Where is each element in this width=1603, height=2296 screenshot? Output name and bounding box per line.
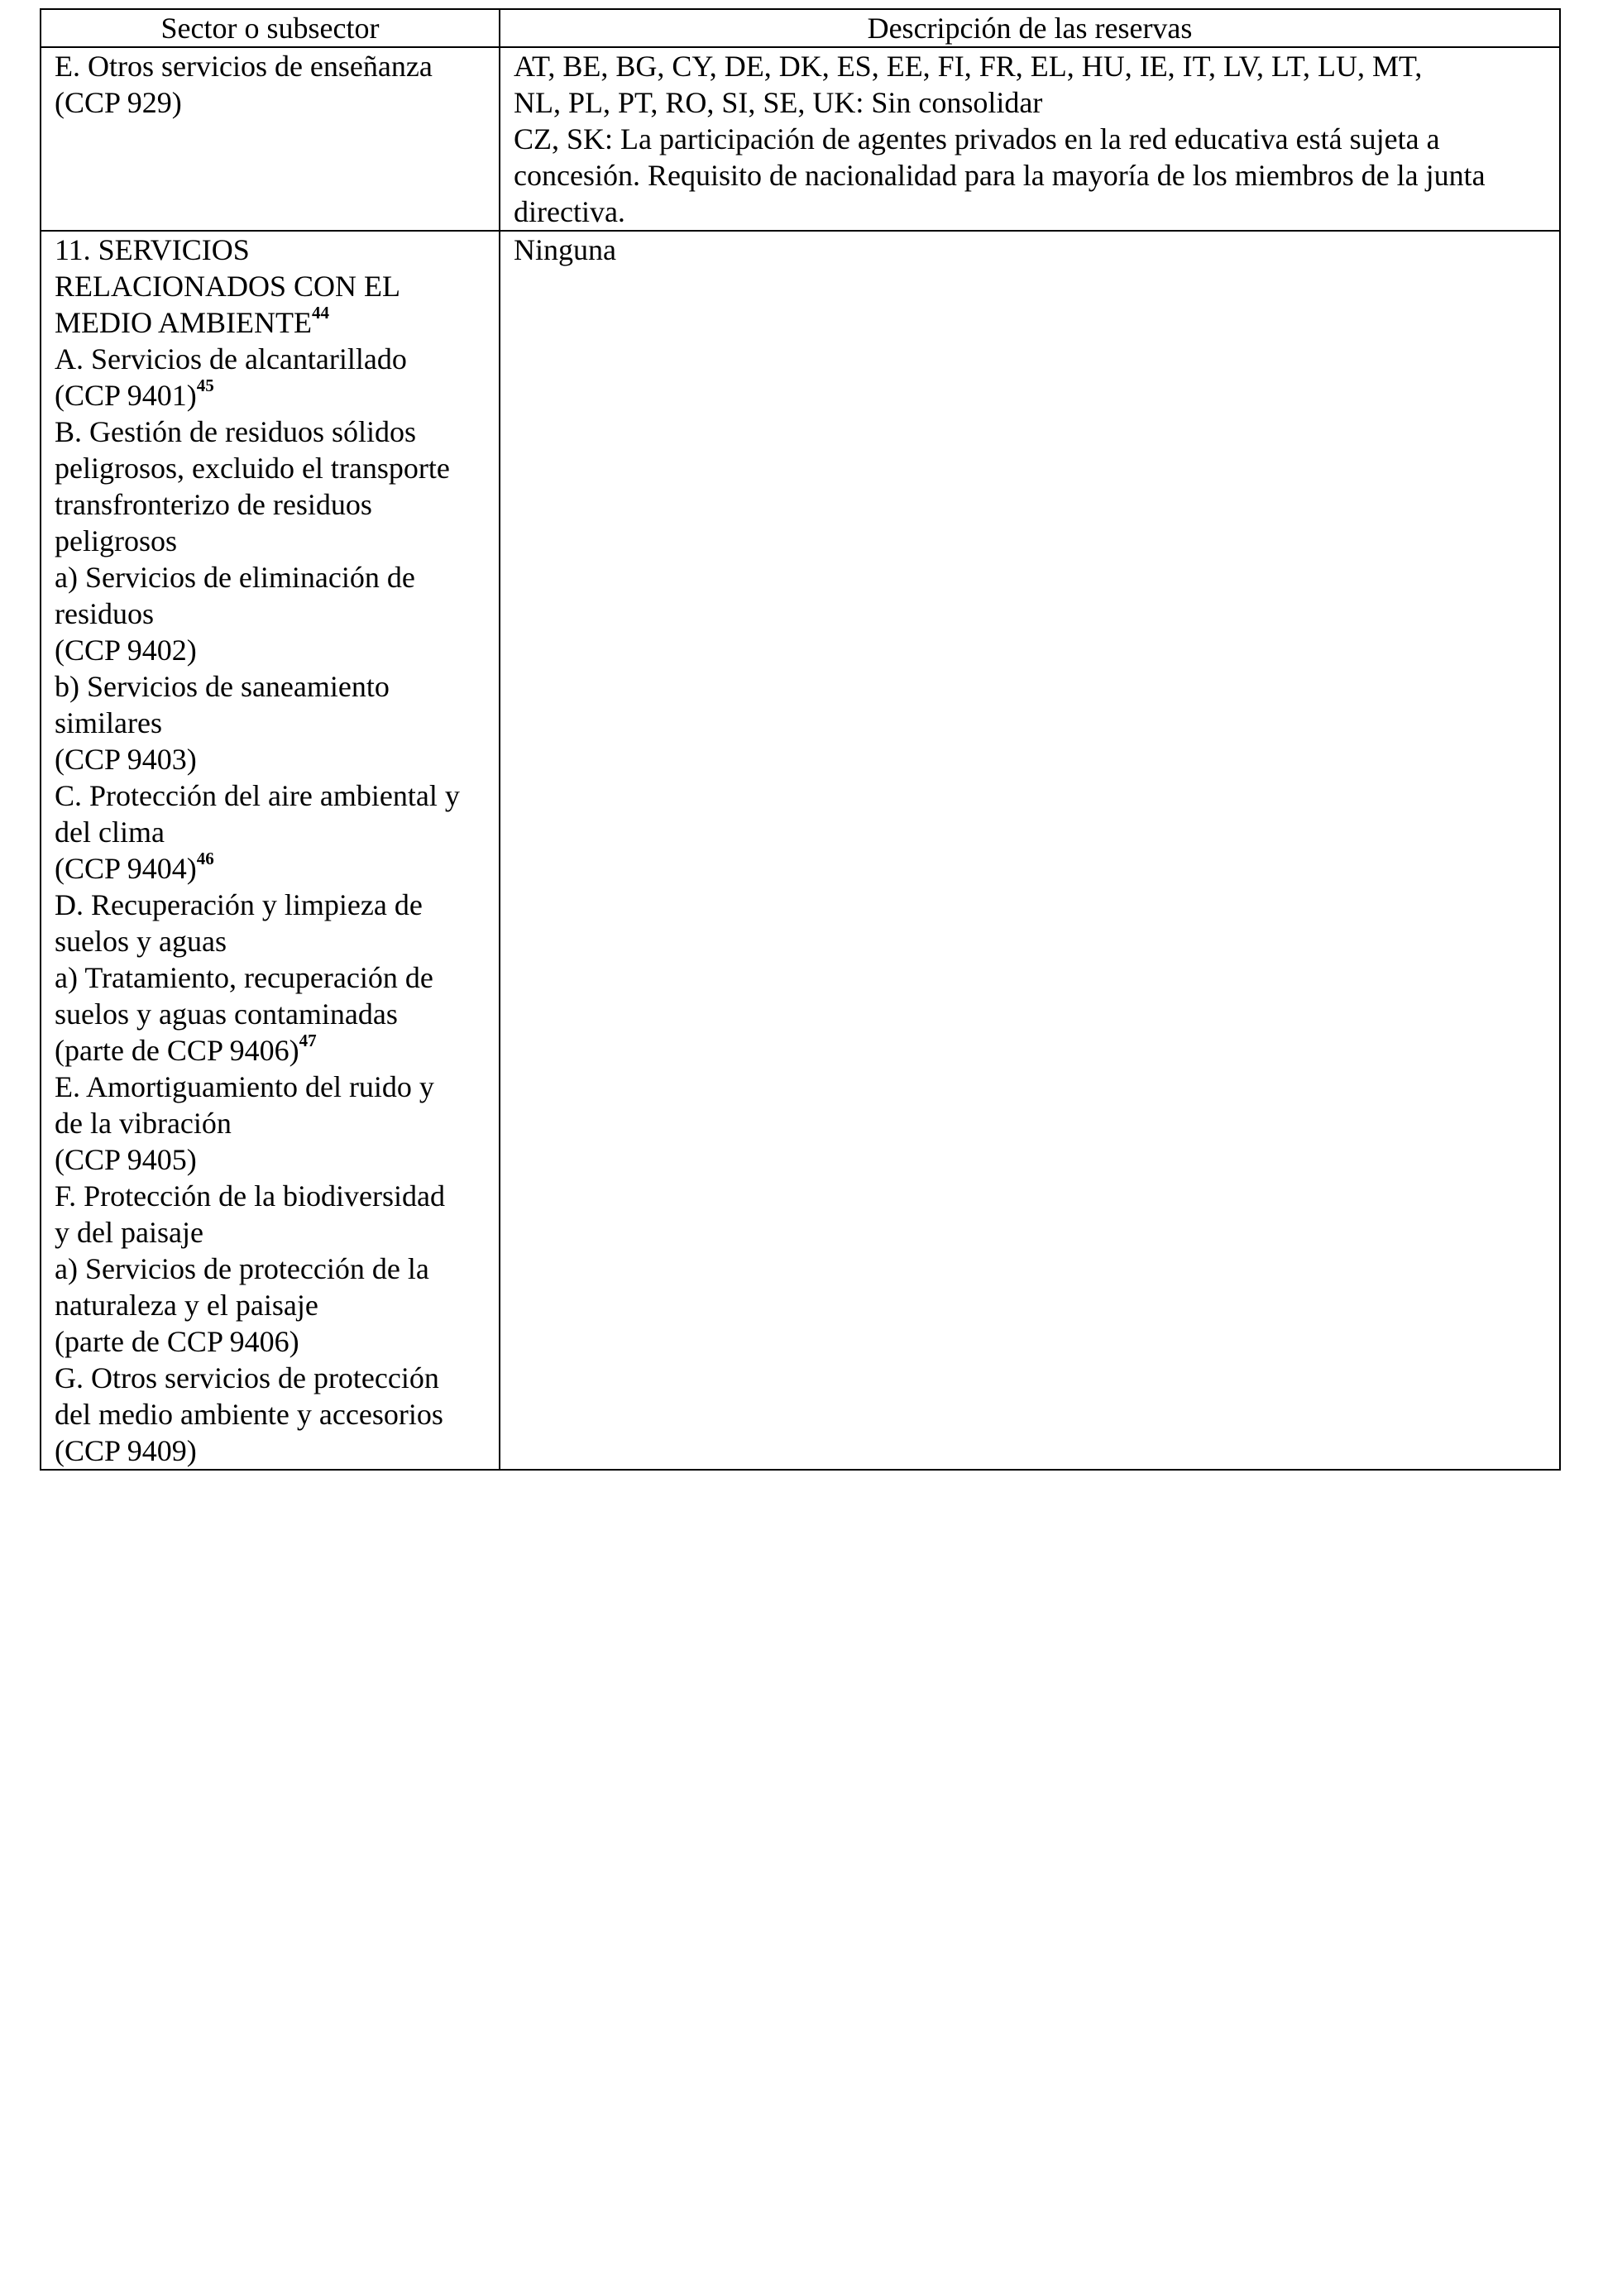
sector-line [55, 559, 486, 596]
sector-line-text: (CCP 9405) [55, 1143, 197, 1176]
description-line: CZ, SK: La participación de agentes privados en la red educativa está sujeta a [514, 122, 1440, 155]
header-description: Descripción de las reservas [500, 9, 1560, 47]
sector-line [55, 523, 486, 559]
sector-line [55, 450, 486, 486]
sector-cell [41, 231, 500, 1470]
sector-line-text: del clima [55, 816, 165, 849]
sector-line [55, 304, 486, 341]
sector-line-text: del medio ambiente y accesorios [55, 1398, 443, 1431]
sector-line-text: C. Protección del aire ambiental y [55, 779, 460, 812]
sector-line [55, 1360, 486, 1396]
description-line: NL, PL, PT, RO, SI, SE, UK: Sin consolidar [514, 86, 1043, 119]
sector-line-text: a) Servicios de protección de la [55, 1252, 429, 1285]
sector-line-text: (parte de CCP 9406) [55, 1034, 299, 1067]
sector-line-text: B. Gestión de residuos sólidos [55, 415, 416, 448]
sector-line [55, 1141, 486, 1178]
sector-line [55, 486, 486, 523]
reservations-table [40, 8, 1561, 1471]
footnote-ref[interactable]: 44 [311, 303, 329, 323]
sector-line-text: peligrosos, excluido el transporte [55, 452, 450, 485]
sector-line-text: transfronterizo de residuos [55, 488, 372, 521]
sector-line-text: (CCP 9404) [55, 852, 197, 885]
sector-line-text: b) Servicios de saneamiento [55, 670, 390, 703]
sector-line [55, 1251, 486, 1287]
sector-line-text: suelos y aguas [55, 925, 227, 958]
sector-line [55, 1069, 486, 1105]
sector-line-text: 11. SERVICIOS [55, 233, 250, 266]
sector-line-text: A. Servicios de alcantarillado [55, 342, 407, 375]
sector-line-text: similares [55, 706, 162, 739]
sector-line-text: E. Amortiguamiento del ruido y [55, 1070, 434, 1103]
description-line: directiva. [514, 195, 625, 228]
sector-line [55, 668, 486, 705]
sector-line [55, 923, 486, 959]
description-line: concesión. Requisito de nacionalidad para la mayoría de los miembros de la junta [514, 159, 1486, 192]
sector-line-text: (CCP 9402) [55, 634, 197, 667]
footnote-ref[interactable]: 47 [299, 1031, 317, 1050]
sector-line-text: suelos y aguas contaminadas [55, 997, 398, 1031]
table-row [41, 47, 1560, 231]
sector-line [55, 341, 486, 377]
sector-line [55, 232, 486, 268]
sector-line [55, 377, 486, 414]
sector-line [55, 850, 486, 887]
sector-line [55, 814, 486, 850]
description-cell [500, 47, 1560, 231]
sector-line-text: a) Servicios de eliminación de [55, 561, 415, 594]
sector-line [55, 1105, 486, 1141]
sector-line [55, 741, 486, 777]
footnote-ref[interactable]: 45 [196, 375, 214, 395]
sector-line [55, 777, 486, 814]
sector-cell [41, 47, 500, 231]
sector-line-text: a) Tratamiento, recuperación de [55, 961, 433, 994]
header-sector: Sector o subsector [41, 9, 500, 47]
sector-line [55, 887, 486, 923]
sector-line: E. Otros servicios de enseñanza [55, 50, 433, 83]
description-line: AT, BE, BG, CY, DE, DK, ES, EE, FI, FR, EL, HU, IE, IT, LV, LT, LU, MT, [514, 50, 1423, 83]
sector-line-text: F. Protección de la biodiversidad [55, 1179, 446, 1213]
sector-line [55, 1323, 486, 1360]
sector-line [55, 414, 486, 450]
sector-line-text: de la vibración [55, 1107, 232, 1140]
sector-line-text: naturaleza y el paisaje [55, 1289, 318, 1322]
sector-line-text: residuos [55, 597, 154, 630]
sector-line [55, 596, 486, 632]
sector-line-text: MEDIO AMBIENTE [55, 306, 312, 339]
sector-line-text: y del paisaje [55, 1216, 203, 1249]
sector-line [55, 996, 486, 1032]
sector-line [55, 1032, 486, 1069]
sector-line: (CCP 929) [55, 86, 182, 119]
sector-line-text: (CCP 9409) [55, 1434, 197, 1467]
sector-line-text: D. Recuperación y limpieza de [55, 888, 423, 921]
sector-line-text: RELACIONADOS CON EL [55, 270, 400, 303]
sector-line [55, 1178, 486, 1214]
sector-line-text: (CCP 9401) [55, 379, 197, 412]
sector-line [55, 959, 486, 996]
sector-line [55, 705, 486, 741]
description-cell [500, 231, 1560, 1470]
sector-line [55, 1433, 486, 1469]
sector-line [55, 1287, 486, 1323]
sector-line-text: peligrosos [55, 524, 177, 557]
sector-line-text: G. Otros servicios de protección [55, 1361, 439, 1394]
description-line: Ninguna [514, 233, 616, 266]
footnote-ref[interactable]: 46 [196, 849, 214, 868]
table-header-row [41, 9, 1560, 47]
sector-line [55, 1396, 486, 1433]
sector-line [55, 1214, 486, 1251]
table-row [41, 231, 1560, 1470]
sector-line-text: (parte de CCP 9406) [55, 1325, 299, 1358]
sector-line-text: (CCP 9403) [55, 743, 197, 776]
sector-line [55, 632, 486, 668]
sector-line [55, 268, 486, 304]
